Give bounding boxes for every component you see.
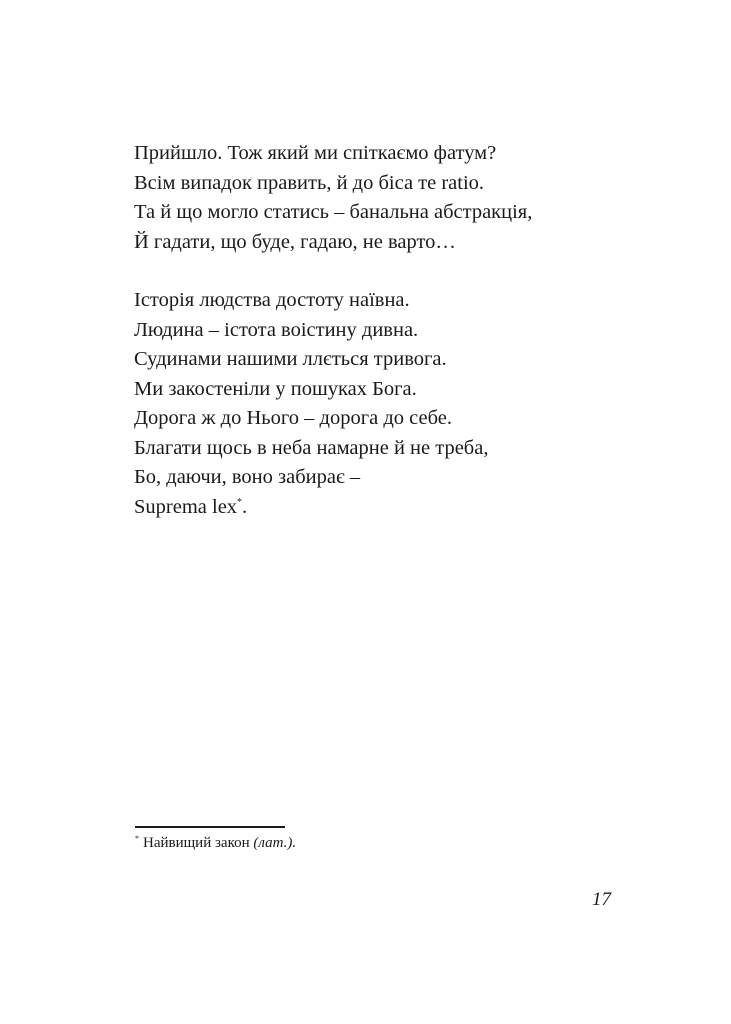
page-number: 17: [592, 889, 611, 910]
footnote-reference: *: [237, 496, 243, 508]
poem-line: Людина – істота воістину дивна.: [134, 318, 419, 341]
poem-line-text: Suprema lex: [134, 495, 238, 518]
footnote-language: (лат.).: [253, 835, 297, 851]
stanza-2: [134, 286, 654, 522]
footnote-text: Найвищий закон: [143, 835, 250, 851]
poem-line: Та й що могло статись – банальна абстракція,: [134, 201, 533, 223]
poem-line: Судинами нашими ллється тривога.: [134, 348, 447, 370]
footnote: [135, 833, 296, 853]
poem-line-suffix: .: [242, 495, 248, 518]
poem-line: Й гадати, що буде, гадаю, не варто…: [134, 230, 456, 253]
poem-line: Ми закостеніли у пошуках Бога.: [134, 377, 417, 400]
footnote-marker: *: [135, 834, 139, 843]
poem-last-line: [134, 493, 654, 523]
poem-line: Історія людства достоту наївна.: [134, 289, 410, 311]
poem-line: Прийшло. Тож який ми спіткаємо фатум?: [134, 142, 497, 164]
stanza-1: [134, 139, 654, 257]
poem-line: Всім випадок править, й до біса те ratio.: [134, 171, 485, 194]
poem: [134, 139, 654, 522]
poem-line: Дорога ж до Нього – дорога до себе.: [134, 407, 452, 429]
poem-line: Бо, даючи, воно забирає –: [134, 466, 361, 488]
poem-line: Благати щось в неба намарне й не треба,: [134, 436, 489, 459]
footnote-divider: [135, 826, 285, 828]
